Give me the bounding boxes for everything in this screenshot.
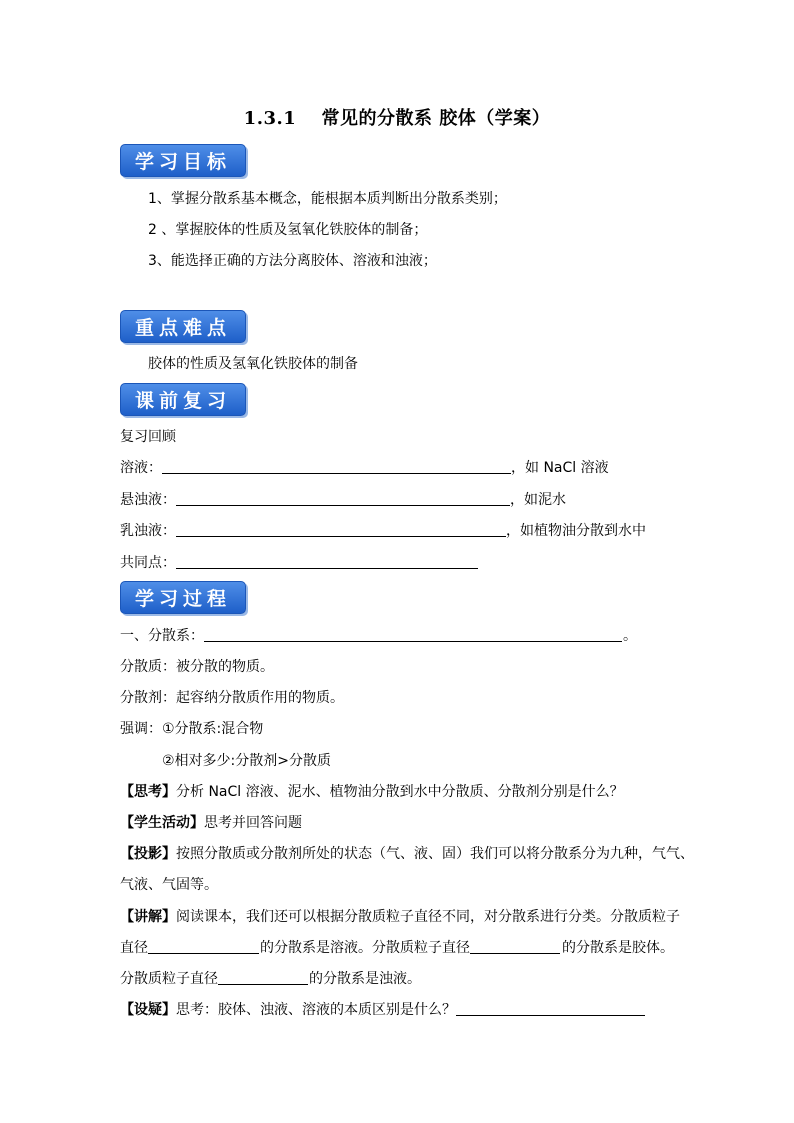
- projection-text-1: 按照分散质或分散剂所处的状态（气、液、固）我们可以将分散系分为九种，气气、: [176, 846, 694, 862]
- review-suffix-suspension: ，如泥水: [510, 492, 566, 508]
- review-heading: 复习回顾: [120, 429, 176, 445]
- blank-line-doubt[interactable]: [456, 1015, 645, 1016]
- projection-paragraph-line-1: [120, 843, 694, 863]
- explain-tag: 【讲解】: [120, 909, 176, 925]
- explain-c: 的分散系是胶体。: [562, 940, 674, 956]
- emphasis-line-2: ②相对多少:分散剂>分散质: [162, 753, 331, 769]
- review-label-suspension: 悬浊液：: [120, 492, 176, 508]
- goal-item-2: 2 、掌握胶体的性质及氢氧化铁胶体的制备；: [148, 222, 428, 238]
- emphasis-line-1: 强调：①分散系:混合物: [120, 721, 264, 737]
- dispersion-system-end: 。: [623, 628, 637, 644]
- blank-line-solution[interactable]: [162, 473, 511, 474]
- projection-text-2: 气液、气固等。: [120, 877, 218, 893]
- blank-line-solution-diameter[interactable]: [148, 953, 259, 954]
- projection-tag: 【投影】: [120, 846, 176, 862]
- review-suffix-solution: ，如 NaCl 溶液: [511, 460, 609, 476]
- activity-tag: 【学生活动】: [120, 815, 204, 831]
- review-suffix-emulsion: ，如植物油分散到水中: [506, 523, 646, 539]
- dispersed-phase-definition: 分散质：被分散的物质。: [120, 659, 274, 675]
- keypoint-text: 胶体的性质及氢氧化铁胶体的制备: [148, 356, 358, 372]
- dispersion-medium-definition: 分散剂：起容纳分散质作用的物质。: [120, 690, 344, 706]
- blank-line-turbid-diameter[interactable]: [218, 984, 308, 985]
- blank-line-colloid-diameter[interactable]: [470, 953, 560, 954]
- page-title: 1.3.1 常见的分散系 胶体（学案）: [243, 108, 551, 129]
- explain-paragraph-line-1: [120, 906, 680, 926]
- goal-item-3: 3、能选择正确的方法分离胶体、溶液和浊液；: [148, 253, 437, 269]
- activity-paragraph: [120, 812, 302, 832]
- dispersion-system-label: 一、分散系：: [120, 628, 204, 644]
- section-banner-process: 学习过程: [120, 581, 246, 614]
- explain-e: 的分散系是浊液。: [309, 971, 421, 987]
- explain-d: 分散质粒子直径: [120, 971, 218, 987]
- blank-line-suspension[interactable]: [176, 505, 510, 506]
- section-banner-review: 课前复习: [120, 383, 246, 416]
- blank-line-emulsion[interactable]: [176, 536, 506, 537]
- activity-text: 思考并回答问题: [204, 815, 302, 831]
- review-label-emulsion: 乳浊液：: [120, 523, 176, 539]
- section-banner-goals: 学习目标: [120, 144, 246, 177]
- doubt-text: 思考：胶体、浊液、溶液的本质区别是什么？: [176, 1002, 456, 1018]
- think-text: 分析 NaCl 溶液、泥水、植物油分散到水中分散质、分散剂分别是什么？: [176, 784, 624, 800]
- explain-b: 的分散系是溶液。分散质粒子直径: [260, 940, 470, 956]
- think-tag: 【思考】: [120, 784, 176, 800]
- explain-text-1: 阅读课本，我们还可以根据分散质粒子直径不同，对分散系进行分类。分散质粒子: [176, 909, 680, 925]
- review-label-solution: 溶液：: [120, 460, 162, 476]
- section-banner-keypoints: 重点难点: [120, 310, 246, 343]
- blank-line-dispersion-system[interactable]: [204, 641, 622, 642]
- review-label-common: 共同点：: [120, 555, 176, 571]
- think-paragraph: [120, 781, 624, 801]
- doubt-tag: 【设疑】: [120, 1002, 176, 1018]
- blank-line-common[interactable]: [176, 568, 478, 569]
- goal-item-1: 1、掌握分散系基本概念，能根据本质判断出分散系类别；: [148, 191, 507, 207]
- doubt-paragraph: [120, 999, 456, 1019]
- explain-a: 直径: [120, 940, 148, 956]
